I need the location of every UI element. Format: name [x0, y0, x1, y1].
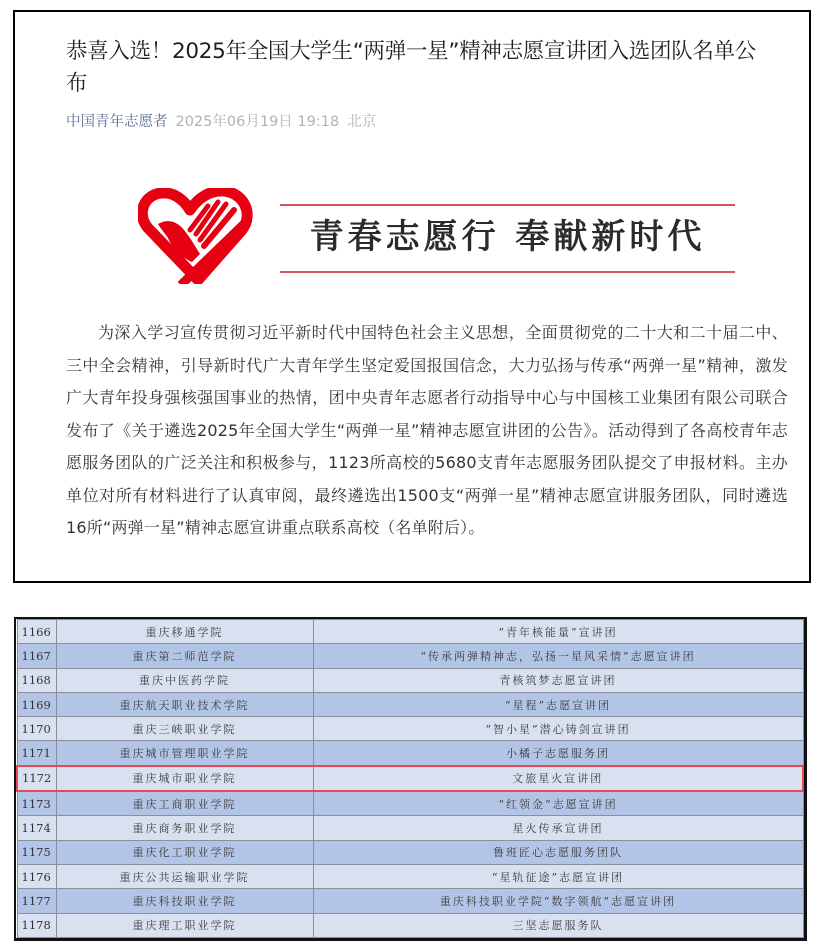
- team-name-cell: 青核筑梦志愿宣讲团: [313, 668, 803, 692]
- team-name-cell: “传承两弹精神志，弘扬一星风采情”志愿宣讲团: [313, 644, 803, 668]
- school-name-cell: 重庆理工职业学院: [56, 913, 313, 937]
- row-number-cell: 1175: [17, 840, 56, 864]
- team-name-cell: 小橘子志愿服务团: [313, 741, 803, 766]
- row-number-cell: 1168: [17, 668, 56, 692]
- row-number-cell: 1172: [17, 766, 56, 791]
- publish-location: 北京: [347, 114, 377, 130]
- row-number-cell: 1174: [17, 816, 56, 840]
- table-body: [17, 620, 803, 938]
- school-name-cell: 重庆城市职业学院: [56, 766, 313, 791]
- team-name-cell: 星火传承宣讲团: [313, 816, 803, 840]
- team-name-cell: “星轨征途”志愿宣讲团: [313, 864, 803, 888]
- author-link[interactable]: 中国青年志愿者: [66, 114, 168, 130]
- table-row: [17, 889, 803, 913]
- table-row: [17, 840, 803, 864]
- article-meta: [66, 112, 376, 132]
- slogan-banner: [115, 178, 755, 290]
- row-number-cell: 1177: [17, 889, 56, 913]
- team-name-cell: 文旅星火宣讲团: [313, 766, 803, 791]
- school-name-cell: 重庆公共运输职业学院: [56, 864, 313, 888]
- school-name-cell: 重庆化工职业学院: [56, 840, 313, 864]
- team-name-cell: “青年核能量”宣讲团: [313, 620, 803, 644]
- table-row: [17, 791, 803, 816]
- team-name-cell: “红领金”志愿宣讲团: [313, 791, 803, 816]
- table-row: [17, 816, 803, 840]
- team-name-cell: “智小星”潜心铸剑宣讲团: [313, 717, 803, 741]
- team-name-cell: 鲁班匠心志愿服务团队: [313, 840, 803, 864]
- table-row: [17, 692, 803, 716]
- school-name-cell: 重庆科技职业学院: [56, 889, 313, 913]
- publish-date: 2025年06月19日 19:18: [175, 114, 340, 130]
- team-name-cell: 重庆科技职业学院“数字领航”志愿宣讲团: [313, 889, 803, 913]
- row-number-cell: 1171: [17, 741, 56, 766]
- table-row: [17, 620, 803, 644]
- school-name-cell: 重庆城市管理职业学院: [56, 741, 313, 766]
- team-name-cell: 三坚志愿服务队: [313, 913, 803, 937]
- row-number-cell: 1167: [17, 644, 56, 668]
- selected-teams-table: [14, 617, 807, 941]
- table-row: [17, 717, 803, 741]
- school-name-cell: 重庆航天职业技术学院: [56, 692, 313, 716]
- heart-hand-dove-logo-icon: [138, 188, 258, 284]
- banner-slogan: 青春志愿行 奉献新时代: [309, 217, 706, 257]
- table-row: [17, 913, 803, 937]
- table-row-highlighted: [17, 766, 803, 791]
- school-name-cell: 重庆移通学院: [56, 620, 313, 644]
- row-number-cell: 1170: [17, 717, 56, 741]
- article-title: 恭喜入选！2025年全国大学生“两弹一星”精神志愿宣讲团入选团队名单公布: [66, 39, 756, 96]
- row-number-cell: 1178: [17, 913, 56, 937]
- row-number-cell: 1173: [17, 791, 56, 816]
- row-number-cell: 1176: [17, 864, 56, 888]
- row-number-cell: 1169: [17, 692, 56, 716]
- school-name-cell: 重庆工商职业学院: [56, 791, 313, 816]
- table-row: [17, 644, 803, 668]
- banner-divider-top: [280, 204, 735, 206]
- row-number-cell: 1166: [17, 620, 56, 644]
- article-card: [13, 10, 811, 583]
- article-body: 为深入学习宣传贯彻习近平新时代中国特色社会主义思想，全面贯彻党的二十大和二十届二中、三中全会精神，引导新时代广大青年学生坚定爱国报国信念，大力弘扬与传承“两弹一星”精神，激发广大青年投身强核强国事业的热情，团中央青年志愿者行动指导中心与中国核工业集团有限公司联合发布了《关于遴选2025年全国大学生“两弹一星”精神志愿宣讲团的公告》。活动得到了各高校青年志愿服务团队的广泛关注和积极参与，1123所高校的5680支青年志愿服务团队提交了申报材料。主办单位对所有材料进行了认真审阅，最终遴选出1500支“两弹一星”精神志愿宣讲服务团队，同时遴选16所“两弹一星”精神志愿宣讲重点联系高校（名单附后）。: [66, 323, 788, 537]
- school-name-cell: 重庆三峡职业学院: [56, 717, 313, 741]
- table-row: [17, 864, 803, 888]
- school-name-cell: 重庆商务职业学院: [56, 816, 313, 840]
- table-row: [17, 668, 803, 692]
- school-name-cell: 重庆第二师范学院: [56, 644, 313, 668]
- banner-divider-bottom: [280, 271, 735, 273]
- table-row: [17, 741, 803, 766]
- school-name-cell: 重庆中医药学院: [56, 668, 313, 692]
- team-name-cell: “星程”志愿宣讲团: [313, 692, 803, 716]
